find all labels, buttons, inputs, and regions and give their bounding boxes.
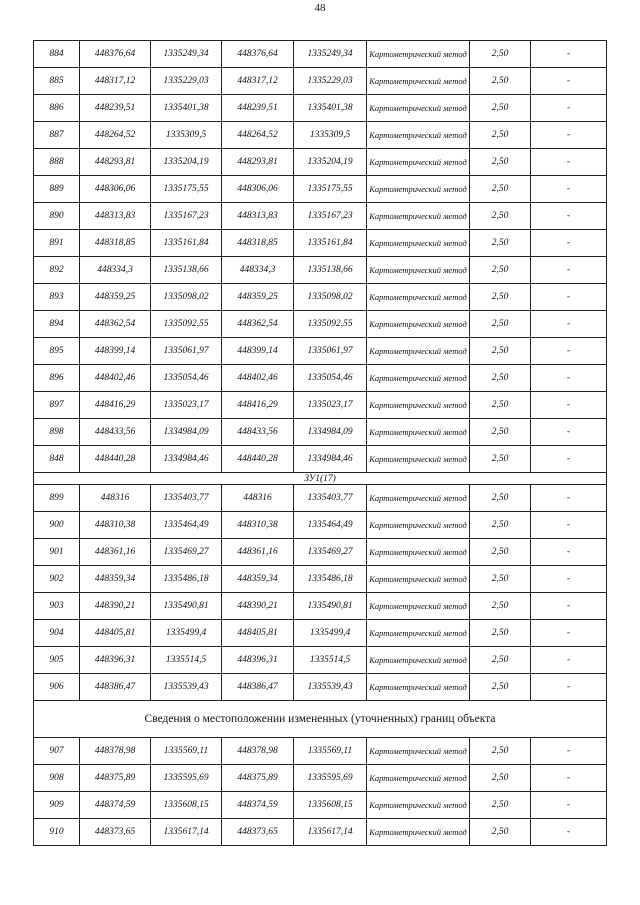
y-existing-cell: 1335138,66 xyxy=(151,257,222,284)
method-cell: Картометрический метод xyxy=(367,392,470,419)
y-existing-cell: 1335175,55 xyxy=(151,176,222,203)
point-number-cell: 904 xyxy=(34,620,80,647)
x-existing-cell: 448359,25 xyxy=(80,284,151,311)
x-new-cell: 448359,34 xyxy=(222,566,294,593)
table-row xyxy=(34,41,607,68)
section-title: Сведения о местоположении измененных (уточненных) границ объекта xyxy=(34,701,607,738)
description-cell: - xyxy=(531,41,607,68)
accuracy-cell: 2,50 xyxy=(470,512,531,539)
coordinates-table xyxy=(33,40,607,846)
point-number-cell: 895 xyxy=(34,338,80,365)
method-cell: Картометрический метод xyxy=(367,765,470,792)
accuracy-cell: 2,50 xyxy=(470,647,531,674)
table-row xyxy=(34,485,607,512)
table-row xyxy=(34,674,607,701)
y-existing-cell: 1335401,38 xyxy=(151,95,222,122)
x-new-cell: 448416,29 xyxy=(222,392,294,419)
y-new-cell: 1335167,23 xyxy=(294,203,367,230)
method-cell: Картометрический метод xyxy=(367,512,470,539)
method-cell: Картометрический метод xyxy=(367,792,470,819)
table-row xyxy=(34,419,607,446)
x-new-cell: 448386,47 xyxy=(222,674,294,701)
table-row xyxy=(34,311,607,338)
x-new-cell: 448306,06 xyxy=(222,176,294,203)
point-number-cell: 905 xyxy=(34,647,80,674)
x-existing-cell: 448359,34 xyxy=(80,566,151,593)
y-new-cell: 1335098,02 xyxy=(294,284,367,311)
y-new-cell: 1335608,15 xyxy=(294,792,367,819)
x-existing-cell: 448386,47 xyxy=(80,674,151,701)
y-existing-cell: 1335595,69 xyxy=(151,765,222,792)
y-new-cell: 1335403,77 xyxy=(294,485,367,512)
method-cell: Картометрический метод xyxy=(367,485,470,512)
description-cell: - xyxy=(531,674,607,701)
x-existing-cell: 448396,31 xyxy=(80,647,151,674)
description-cell: - xyxy=(531,203,607,230)
point-number-cell: 887 xyxy=(34,122,80,149)
y-existing-cell: 1335403,77 xyxy=(151,485,222,512)
table-row xyxy=(34,512,607,539)
point-number-cell: 910 xyxy=(34,819,80,846)
x-existing-cell: 448318,85 xyxy=(80,230,151,257)
point-number-cell: 891 xyxy=(34,230,80,257)
table-row xyxy=(34,738,607,765)
y-new-cell: 1335469,27 xyxy=(294,539,367,566)
page-number: 48 xyxy=(314,2,326,14)
point-number-cell: 909 xyxy=(34,792,80,819)
accuracy-cell: 2,50 xyxy=(470,792,531,819)
point-number-cell: 892 xyxy=(34,257,80,284)
accuracy-cell: 2,50 xyxy=(470,419,531,446)
y-new-cell: 1334984,09 xyxy=(294,419,367,446)
x-existing-cell: 448433,56 xyxy=(80,419,151,446)
accuracy-cell: 2,50 xyxy=(470,485,531,512)
y-existing-cell: 1335486,18 xyxy=(151,566,222,593)
x-new-cell: 448373,65 xyxy=(222,819,294,846)
y-new-cell: 1335054,46 xyxy=(294,365,367,392)
y-new-cell: 1335249,34 xyxy=(294,41,367,68)
description-cell: - xyxy=(531,392,607,419)
accuracy-cell: 2,50 xyxy=(470,392,531,419)
accuracy-cell: 2,50 xyxy=(470,738,531,765)
y-existing-cell: 1335061,97 xyxy=(151,338,222,365)
method-cell: Картометрический метод xyxy=(367,149,470,176)
x-new-cell: 448310,38 xyxy=(222,512,294,539)
y-new-cell: 1335023,17 xyxy=(294,392,367,419)
description-cell: - xyxy=(531,620,607,647)
description-cell: - xyxy=(531,647,607,674)
point-number-cell: 848 xyxy=(34,446,80,473)
x-existing-cell: 448306,06 xyxy=(80,176,151,203)
y-existing-cell: 1335249,34 xyxy=(151,41,222,68)
table-row xyxy=(34,203,607,230)
x-existing-cell: 448374,59 xyxy=(80,792,151,819)
point-number-cell: 885 xyxy=(34,68,80,95)
table-row xyxy=(34,257,607,284)
description-cell: - xyxy=(531,738,607,765)
description-cell: - xyxy=(531,257,607,284)
accuracy-cell: 2,50 xyxy=(470,338,531,365)
point-number-cell: 893 xyxy=(34,284,80,311)
y-new-cell: 1335175,55 xyxy=(294,176,367,203)
method-cell: Картометрический метод xyxy=(367,311,470,338)
method-cell: Картометрический метод xyxy=(367,95,470,122)
y-new-cell: 1335490,81 xyxy=(294,593,367,620)
description-cell: - xyxy=(531,512,607,539)
x-new-cell: 448361,16 xyxy=(222,539,294,566)
table-row xyxy=(34,593,607,620)
y-existing-cell: 1335490,81 xyxy=(151,593,222,620)
y-existing-cell: 1335569,11 xyxy=(151,738,222,765)
table-row xyxy=(34,539,607,566)
method-cell: Картометрический метод xyxy=(367,539,470,566)
accuracy-cell: 2,50 xyxy=(470,311,531,338)
x-new-cell: 448378,98 xyxy=(222,738,294,765)
description-cell: - xyxy=(531,284,607,311)
x-new-cell: 448313,83 xyxy=(222,203,294,230)
method-cell: Картометрический метод xyxy=(367,674,470,701)
method-cell: Картометрический метод xyxy=(367,446,470,473)
y-existing-cell: 1335098,02 xyxy=(151,284,222,311)
y-new-cell: 1335204,19 xyxy=(294,149,367,176)
description-cell: - xyxy=(531,122,607,149)
x-new-cell: 448318,85 xyxy=(222,230,294,257)
y-new-cell: 1335229,03 xyxy=(294,68,367,95)
table-row xyxy=(34,95,607,122)
method-cell: Картометрический метод xyxy=(367,620,470,647)
zone-label: ЗУ1(17) xyxy=(34,473,607,485)
x-new-cell: 448375,89 xyxy=(222,765,294,792)
y-existing-cell: 1335539,43 xyxy=(151,674,222,701)
y-new-cell: 1335092,55 xyxy=(294,311,367,338)
point-number-cell: 890 xyxy=(34,203,80,230)
accuracy-cell: 2,50 xyxy=(470,566,531,593)
x-new-cell: 448334,3 xyxy=(222,257,294,284)
y-existing-cell: 1335514,5 xyxy=(151,647,222,674)
description-cell: - xyxy=(531,68,607,95)
table-row xyxy=(34,446,607,473)
x-new-cell: 448440,28 xyxy=(222,446,294,473)
description-cell: - xyxy=(531,485,607,512)
accuracy-cell: 2,50 xyxy=(470,203,531,230)
accuracy-cell: 2,50 xyxy=(470,149,531,176)
x-new-cell: 448376,64 xyxy=(222,41,294,68)
y-existing-cell: 1334984,09 xyxy=(151,419,222,446)
point-number-cell: 888 xyxy=(34,149,80,176)
method-cell: Картометрический метод xyxy=(367,122,470,149)
accuracy-cell: 2,50 xyxy=(470,284,531,311)
x-new-cell: 448433,56 xyxy=(222,419,294,446)
x-existing-cell: 448264,52 xyxy=(80,122,151,149)
point-number-cell: 896 xyxy=(34,365,80,392)
point-number-cell: 908 xyxy=(34,765,80,792)
y-existing-cell: 1334984,46 xyxy=(151,446,222,473)
x-existing-cell: 448390,21 xyxy=(80,593,151,620)
y-existing-cell: 1335054,46 xyxy=(151,365,222,392)
x-new-cell: 448399,14 xyxy=(222,338,294,365)
accuracy-cell: 2,50 xyxy=(470,176,531,203)
method-cell: Картометрический метод xyxy=(367,593,470,620)
description-cell: - xyxy=(531,338,607,365)
method-cell: Картометрический метод xyxy=(367,419,470,446)
table-row xyxy=(34,338,607,365)
y-new-cell: 1335539,43 xyxy=(294,674,367,701)
table-row xyxy=(34,792,607,819)
method-cell: Картометрический метод xyxy=(367,176,470,203)
table-row xyxy=(34,819,607,846)
method-cell: Картометрический метод xyxy=(367,68,470,95)
x-existing-cell: 448405,81 xyxy=(80,620,151,647)
x-existing-cell: 448361,16 xyxy=(80,539,151,566)
x-existing-cell: 448375,89 xyxy=(80,765,151,792)
x-existing-cell: 448317,12 xyxy=(80,68,151,95)
accuracy-cell: 2,50 xyxy=(470,230,531,257)
x-new-cell: 448396,31 xyxy=(222,647,294,674)
accuracy-cell: 2,50 xyxy=(470,539,531,566)
table-row xyxy=(34,647,607,674)
description-cell: - xyxy=(531,539,607,566)
method-cell: Картометрический метод xyxy=(367,257,470,284)
table-row xyxy=(34,176,607,203)
accuracy-cell: 2,50 xyxy=(470,593,531,620)
method-cell: Картометрический метод xyxy=(367,647,470,674)
y-new-cell: 1335486,18 xyxy=(294,566,367,593)
x-new-cell: 448359,25 xyxy=(222,284,294,311)
y-existing-cell: 1335464,49 xyxy=(151,512,222,539)
x-existing-cell: 448293,81 xyxy=(80,149,151,176)
y-new-cell: 1335138,66 xyxy=(294,257,367,284)
point-number-cell: 899 xyxy=(34,485,80,512)
method-cell: Картометрический метод xyxy=(367,566,470,593)
description-cell: - xyxy=(531,792,607,819)
y-new-cell: 1335499,4 xyxy=(294,620,367,647)
y-existing-cell: 1335469,27 xyxy=(151,539,222,566)
description-cell: - xyxy=(531,419,607,446)
description-cell: - xyxy=(531,566,607,593)
point-number-cell: 906 xyxy=(34,674,80,701)
section-header-row xyxy=(34,701,607,738)
point-number-cell: 886 xyxy=(34,95,80,122)
y-existing-cell: 1335161,84 xyxy=(151,230,222,257)
x-existing-cell: 448334,3 xyxy=(80,257,151,284)
table-row xyxy=(34,392,607,419)
method-cell: Картометрический метод xyxy=(367,338,470,365)
description-cell: - xyxy=(531,365,607,392)
accuracy-cell: 2,50 xyxy=(470,620,531,647)
method-cell: Картометрический метод xyxy=(367,284,470,311)
y-new-cell: 1335161,84 xyxy=(294,230,367,257)
point-number-cell: 902 xyxy=(34,566,80,593)
point-number-cell: 907 xyxy=(34,738,80,765)
x-new-cell: 448390,21 xyxy=(222,593,294,620)
x-existing-cell: 448378,98 xyxy=(80,738,151,765)
point-number-cell: 901 xyxy=(34,539,80,566)
y-existing-cell: 1335309,5 xyxy=(151,122,222,149)
point-number-cell: 903 xyxy=(34,593,80,620)
method-cell: Картометрический метод xyxy=(367,365,470,392)
y-new-cell: 1335595,69 xyxy=(294,765,367,792)
description-cell: - xyxy=(531,230,607,257)
description-cell: - xyxy=(531,765,607,792)
y-new-cell: 1335061,97 xyxy=(294,338,367,365)
table-row xyxy=(34,765,607,792)
x-new-cell: 448293,81 xyxy=(222,149,294,176)
x-new-cell: 448362,54 xyxy=(222,311,294,338)
y-existing-cell: 1335608,15 xyxy=(151,792,222,819)
description-cell: - xyxy=(531,819,607,846)
x-existing-cell: 448416,29 xyxy=(80,392,151,419)
description-cell: - xyxy=(531,176,607,203)
method-cell: Картометрический метод xyxy=(367,819,470,846)
point-number-cell: 884 xyxy=(34,41,80,68)
table-row xyxy=(34,149,607,176)
y-existing-cell: 1335499,4 xyxy=(151,620,222,647)
accuracy-cell: 2,50 xyxy=(470,41,531,68)
table-row xyxy=(34,230,607,257)
table-row xyxy=(34,566,607,593)
accuracy-cell: 2,50 xyxy=(470,674,531,701)
description-cell: - xyxy=(531,593,607,620)
x-existing-cell: 448399,14 xyxy=(80,338,151,365)
y-existing-cell: 1335229,03 xyxy=(151,68,222,95)
point-number-cell: 889 xyxy=(34,176,80,203)
description-cell: - xyxy=(531,446,607,473)
y-existing-cell: 1335204,19 xyxy=(151,149,222,176)
table-row xyxy=(34,68,607,95)
x-existing-cell: 448239,51 xyxy=(80,95,151,122)
x-new-cell: 448402,46 xyxy=(222,365,294,392)
method-cell: Картометрический метод xyxy=(367,230,470,257)
point-number-cell: 897 xyxy=(34,392,80,419)
zone-header-row xyxy=(34,473,607,485)
accuracy-cell: 2,50 xyxy=(470,819,531,846)
y-new-cell: 1335464,49 xyxy=(294,512,367,539)
accuracy-cell: 2,50 xyxy=(470,68,531,95)
x-existing-cell: 448402,46 xyxy=(80,365,151,392)
point-number-cell: 900 xyxy=(34,512,80,539)
y-existing-cell: 1335092,55 xyxy=(151,311,222,338)
x-existing-cell: 448373,65 xyxy=(80,819,151,846)
accuracy-cell: 2,50 xyxy=(470,122,531,149)
table-row xyxy=(34,365,607,392)
description-cell: - xyxy=(531,311,607,338)
point-number-cell: 898 xyxy=(34,419,80,446)
y-new-cell: 1335569,11 xyxy=(294,738,367,765)
y-new-cell: 1335309,5 xyxy=(294,122,367,149)
x-existing-cell: 448310,38 xyxy=(80,512,151,539)
y-new-cell: 1335401,38 xyxy=(294,95,367,122)
y-existing-cell: 1335617,14 xyxy=(151,819,222,846)
table-row xyxy=(34,122,607,149)
accuracy-cell: 2,50 xyxy=(470,365,531,392)
x-new-cell: 448374,59 xyxy=(222,792,294,819)
x-existing-cell: 448376,64 xyxy=(80,41,151,68)
y-existing-cell: 1335167,23 xyxy=(151,203,222,230)
x-new-cell: 448239,51 xyxy=(222,95,294,122)
accuracy-cell: 2,50 xyxy=(470,765,531,792)
x-new-cell: 448317,12 xyxy=(222,68,294,95)
y-new-cell: 1335514,5 xyxy=(294,647,367,674)
y-existing-cell: 1335023,17 xyxy=(151,392,222,419)
method-cell: Картометрический метод xyxy=(367,203,470,230)
method-cell: Картометрический метод xyxy=(367,738,470,765)
x-existing-cell: 448362,54 xyxy=(80,311,151,338)
accuracy-cell: 2,50 xyxy=(470,257,531,284)
table-row xyxy=(34,284,607,311)
accuracy-cell: 2,50 xyxy=(470,446,531,473)
method-cell: Картометрический метод xyxy=(367,41,470,68)
table-row xyxy=(34,620,607,647)
point-number-cell: 894 xyxy=(34,311,80,338)
x-new-cell: 448316 xyxy=(222,485,294,512)
x-existing-cell: 448313,83 xyxy=(80,203,151,230)
description-cell: - xyxy=(531,149,607,176)
y-new-cell: 1334984,46 xyxy=(294,446,367,473)
x-existing-cell: 448440,28 xyxy=(80,446,151,473)
x-new-cell: 448264,52 xyxy=(222,122,294,149)
description-cell: - xyxy=(531,95,607,122)
x-new-cell: 448405,81 xyxy=(222,620,294,647)
y-new-cell: 1335617,14 xyxy=(294,819,367,846)
accuracy-cell: 2,50 xyxy=(470,95,531,122)
x-existing-cell: 448316 xyxy=(80,485,151,512)
